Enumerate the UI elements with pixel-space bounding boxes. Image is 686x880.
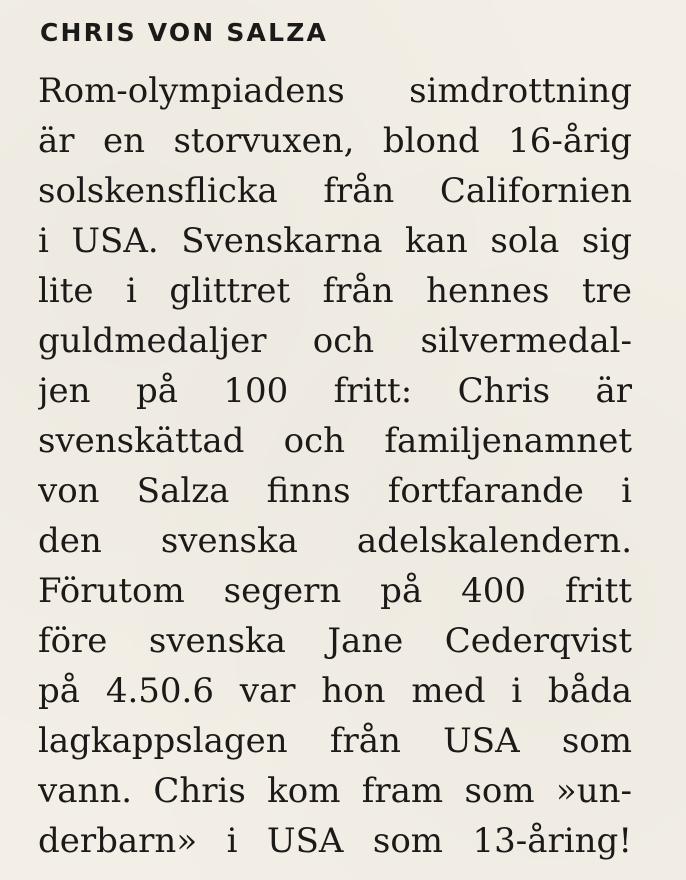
article-line: i USA. Svenskarna kan sola sig (38, 221, 632, 261)
article-heading: CHRIS VON SALZA (40, 18, 329, 47)
article-line: Förutom segern på 400 fritt (38, 571, 632, 611)
article-line: är en storvuxen, blond 16-årig (38, 121, 632, 161)
article-line: den svenska adelskalendern. (38, 521, 632, 561)
article-line: Rom-olympiadens simdrottning (38, 71, 632, 111)
article-body (38, 66, 632, 866)
article-line: före svenska Jane Cederqvist (38, 621, 632, 661)
article-line: derbarn» i USA som 13-åring! (38, 821, 632, 861)
article-line: på 4.50.6 var hon med i båda (38, 671, 632, 711)
article-line: lagkappslagen från USA som (38, 721, 632, 761)
article-line: guldmedaljer och silvermedal- (38, 321, 632, 361)
article-line: vann. Chris kom fram som »un- (38, 771, 632, 811)
article-line: jen på 100 fritt: Chris är (38, 371, 632, 411)
article-line: solskensflicka från Californien (38, 171, 632, 211)
article-line: svenskättad och familjenamnet (38, 421, 632, 461)
article-line: von Salza finns fortfarande i (38, 471, 632, 511)
article-line: lite i glittret från hennes tre (38, 271, 632, 311)
